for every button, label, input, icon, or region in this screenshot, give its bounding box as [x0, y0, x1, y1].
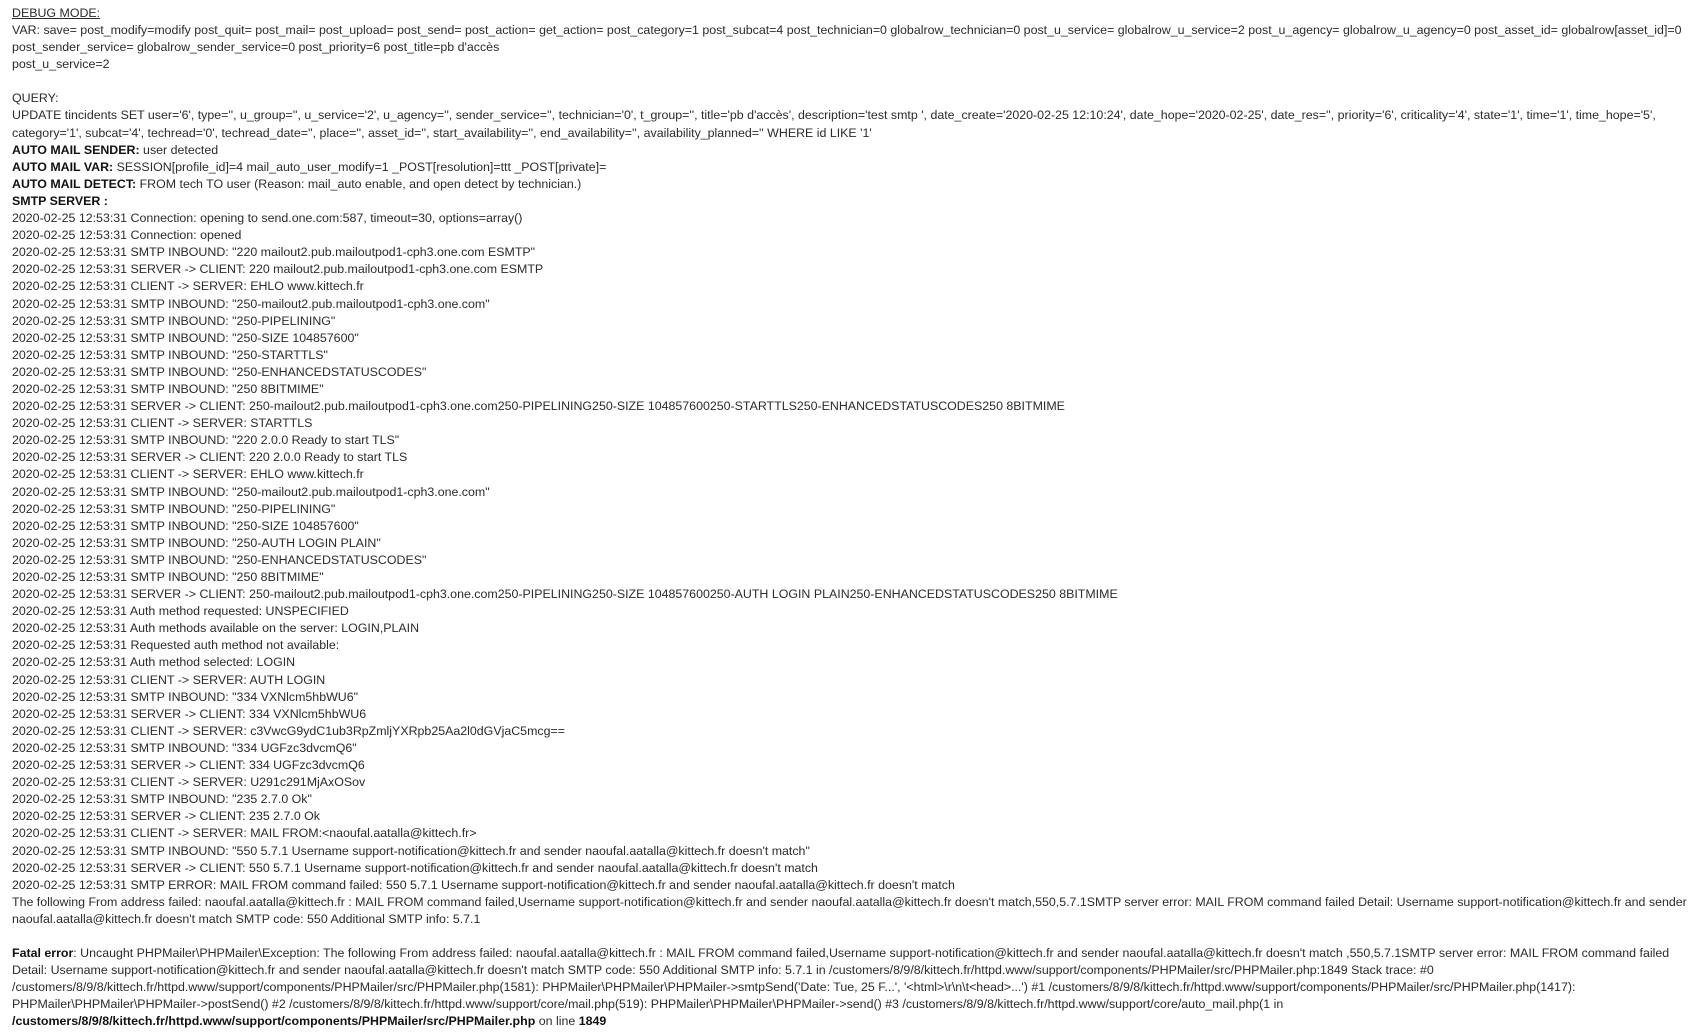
auto-mail-sender-label: AUTO MAIL SENDER:: [12, 142, 140, 157]
smtp-log-line: 2020-02-25 12:53:31 CLIENT -> SERVER: MAIL FROM:<naoufal.aatalla@kittech.fr>: [12, 826, 477, 841]
fatal-error-on-line: on line: [535, 1014, 579, 1029]
var-label: VAR:: [12, 23, 40, 38]
fatal-error: [12, 945, 1694, 1030]
smtp-log-line: 2020-02-25 12:53:31 SERVER -> CLIENT: 235 2.7.0 Ok: [12, 809, 320, 824]
smtp-log-line: 2020-02-25 12:53:31 SERVER -> CLIENT: 250-mailout2.pub.mailoutpod1-cph3.one.com250-PIPELINING250-SIZE 104857600250-STARTTLS250-ENHANCEDSTATUSCODES250 8BITMIME: [12, 399, 1065, 414]
auto-mail-var: [12, 159, 1694, 176]
smtp-log-line: 2020-02-25 12:53:31 Connection: opening to send.one.com:587, timeout=30, options=array(): [12, 211, 523, 226]
smtp-log-line: 2020-02-25 12:53:31 SMTP INBOUND: "250-PIPELINING": [12, 501, 336, 516]
smtp-log-line: 2020-02-25 12:53:31 CLIENT -> SERVER: EHLO www.kittech.fr: [12, 467, 364, 482]
smtp-log-line: 2020-02-25 12:53:31 CLIENT -> SERVER: AUTH LOGIN: [12, 672, 326, 687]
smtp-log-line: 2020-02-25 12:53:31 SMTP INBOUND: "550 5.7.1 Username support-notification@kittech.fr and sender naoufal.aatalla@kittech.fr doesn't match": [12, 843, 810, 858]
smtp-log-line: 2020-02-25 12:53:31 SMTP INBOUND: "334 VXNlcm5hbWU6": [12, 689, 359, 704]
smtp-log-line: 2020-02-25 12:53:31 CLIENT -> SERVER: STARTTLS: [12, 416, 313, 431]
smtp-log-line: 2020-02-25 12:53:31 SERVER -> CLIENT: 220 mailout2.pub.mailoutpod1-cph3.one.com ESMTP: [12, 262, 544, 277]
smtp-log-line: 2020-02-25 12:53:31 SERVER -> CLIENT: 334 UGFzc3dvcmQ6: [12, 758, 365, 773]
auto-mail-detect-label: AUTO MAIL DETECT:: [12, 176, 137, 191]
smtp-log-line: 2020-02-25 12:53:31 Auth methods available on the server: LOGIN,PLAIN: [12, 621, 420, 636]
auto-mail-sender: [12, 142, 1694, 159]
smtp-log-line: 2020-02-25 12:53:31 SERVER -> CLIENT: 250-mailout2.pub.mailoutpod1-cph3.one.com250-PIPELINING250-SIZE 104857600250-AUTH LOGIN PLAIN250-ENHANCEDSTATUSCODES250 8BITMIME: [12, 587, 1118, 602]
fatal-error-label: Fatal error: [12, 945, 74, 960]
smtp-log-line: 2020-02-25 12:53:31 Requested auth method not available:: [12, 638, 340, 653]
smtp-log-line: 2020-02-25 12:53:31 SMTP INBOUND: "250-mailout2.pub.mailoutpod1-cph3.one.com": [12, 484, 490, 499]
smtp-log-line: 2020-02-25 12:53:31 SMTP INBOUND: "250 8BITMIME": [12, 381, 324, 396]
from-failed-message: The following From address failed: naoufal.aatalla@kittech.fr : MAIL FROM command failed,Username support-notification@kittech.fr and sender naoufal.aatalla@kittech.fr doesn't match,550,5.7.1SMTP server error: MAIL FROM command failed Detail: Username support-notification@kittech.fr and sender naoufal.aatalla@kittech.fr doesn't match SMTP code: 550 Additional SMTP info: 5.7.1: [12, 894, 1687, 926]
smtp-log-line: 2020-02-25 12:53:31 SMTP INBOUND: "220 2.0.0 Ready to start TLS": [12, 433, 400, 448]
smtp-log-line: 2020-02-25 12:53:31 SERVER -> CLIENT: 334 VXNlcm5hbWU6: [12, 706, 367, 721]
smtp-log-line: 2020-02-25 12:53:31 SMTP INBOUND: "220 mailout2.pub.mailoutpod1-cph3.one.com ESMTP": [12, 245, 536, 260]
smtp-log-line: 2020-02-25 12:53:31 SMTP INBOUND: "334 UGFzc3dvcmQ6": [12, 740, 357, 755]
smtp-log-line: 2020-02-25 12:53:31 SMTP INBOUND: "250-mailout2.pub.mailoutpod1-cph3.one.com": [12, 296, 490, 311]
auto-mail-var-label: AUTO MAIL VAR:: [12, 159, 114, 174]
smtp-log-line: 2020-02-25 12:53:31 Auth method requested: UNSPECIFIED: [12, 604, 349, 619]
smtp-log: [12, 210, 1694, 894]
fatal-error-file: /customers/8/9/8/kittech.fr/httpd.www/support/components/PHPMailer/src/PHPMailer.php: [12, 1014, 536, 1029]
smtp-log-line: 2020-02-25 12:53:31 SMTP ERROR: MAIL FROM command failed: 550 5.7.1 Username support-notification@kittech.fr and sender naoufal.aatalla@kittech.fr doesn't match: [12, 877, 955, 892]
smtp-log-line: 2020-02-25 12:53:31 SMTP INBOUND: "250-ENHANCEDSTATUSCODES": [12, 364, 427, 379]
spacer: [12, 928, 1694, 945]
smtp-log-line: 2020-02-25 12:53:31 SMTP INBOUND: "250-SIZE 104857600": [12, 330, 359, 345]
smtp-log-line: 2020-02-25 12:53:31 SMTP INBOUND: "250-SIZE 104857600": [12, 518, 359, 533]
var-text: save= post_modify=modify post_quit= post_mail= post_upload= post_send= post_action= get_action= post_category=1 post_subcat=4 post_technician=0 globalrow_technician=0 post_u_service= globalrow_u_service=2 post_u_agency= globalrow_u_agency=0 post_asset_id= globalrow[asset_id]=0 post_sender_service= globalrow_sender_service=0 post_priority=6 post_title=pb d'accès: [12, 23, 1682, 55]
var-extra: post_u_service=2: [12, 57, 110, 72]
smtp-log-line: 2020-02-25 12:53:31 SMTP INBOUND: "250 8BITMIME": [12, 570, 324, 584]
auto-mail-detect: [12, 176, 1694, 193]
smtp-log-line: 2020-02-25 12:53:31 SERVER -> CLIENT: 550 5.7.1 Username support-notification@kittech.fr and sender naoufal.aatalla@kittech.fr doesn't match: [12, 860, 818, 875]
auto-mail-sender-value: user detected: [143, 142, 219, 157]
smtp-server-label: SMTP SERVER :: [12, 193, 108, 208]
smtp-log-line: 2020-02-25 12:53:31 SMTP INBOUND: "250-STARTTLS": [12, 347, 328, 362]
smtp-log-line: 2020-02-25 12:53:31 SMTP INBOUND: "250-AUTH LOGIN PLAIN": [12, 535, 381, 550]
var-line: [12, 22, 1694, 56]
fatal-error-message: : Uncaught PHPMailer\PHPMailer\Exception: The following From address failed: naoufal.aatalla@kittech.fr : MAIL FROM command failed,Username support-notification@kittech.fr and sender naoufal.aatalla@kittech.fr doesn't match ,550,5.7.1SMTP server error: MAIL FROM command failed Detail: Username support-notification@kittech.fr and sender naoufal.aatalla@kittech.fr doesn't match SMTP code: 550 Additional SMTP info: 5.7.1 in /customers/8/9/8/kittech.fr/httpd.www/support/components/PHPMailer/src/PHPMailer.php:1849 Stack trace: #0 /customers/8/9/8/kittech.fr/httpd.www/support/components/PHPMailer/src/PHPMailer.php(1581): PHPMailer\PHPMailer\PHPMailer->smtpSend('Date: Tue, 25 F...', '<html>\r\n\t<head>...') #1 /customers/8/9/8/kittech.fr/httpd.www/support/components/PHPMailer/src/PHPMailer.php(1417): PHPMailer\PHPMailer\PHPMailer->postSend() #2 /customers/8/9/8/kittech.fr/httpd.www/support/core/mail.php(519): PHPMailer\PHPMailer\PHPMailer->send() #3 /customers/8/9/8/kittech.fr/httpd.www/support/core/auto_mail.php(1 in: [12, 945, 1670, 1012]
smtp-log-line: 2020-02-25 12:53:31 SMTP INBOUND: "235 2.7.0 Ok": [12, 792, 312, 807]
smtp-log-line: 2020-02-25 12:53:31 Connection: opened: [12, 228, 242, 243]
smtp-server-heading: [12, 193, 1694, 210]
smtp-log-line: 2020-02-25 12:53:31 Auth method selected: LOGIN: [12, 655, 296, 670]
smtp-log-line: 2020-02-25 12:53:31 CLIENT -> SERVER: c3VwcG9ydC1ub3RpZmljYXRpb25Aa2l0dGVjaC5mcg==: [12, 723, 565, 738]
query-text: UPDATE tincidents SET user='6', type='', u_group='', u_service='2', u_agency='', sender_service='', technician='0', t_group='', title='pb d'accès', description='test smtp ', date_create='2020-02-25 12:10:24', date_hope='2020-02-25', date_res='', priority='6', criticality='4', state='1', time='1', time_hope='5', category='1', subcat='4', techread='0', techread_date='', place='', asset_id='', start_availability='', end_availability='', availability_planned='' WHERE id LIKE '1': [12, 108, 1656, 140]
auto-mail-detect-value: FROM tech TO user (Reason: mail_auto enable, and open detect by technician.): [139, 176, 582, 191]
spacer: [12, 73, 1694, 90]
smtp-log-line: 2020-02-25 12:53:31 CLIENT -> SERVER: U291c291MjAxOSov: [12, 775, 366, 790]
smtp-log-line: 2020-02-25 12:53:31 SMTP INBOUND: "250-PIPELINING": [12, 313, 336, 328]
smtp-log-line: 2020-02-25 12:53:31 SERVER -> CLIENT: 220 2.0.0 Ready to start TLS: [12, 450, 408, 465]
auto-mail-var-value: SESSION[profile_id]=4 mail_auto_user_modify=1 _POST[resolution]=ttt _POST[private]=: [116, 159, 607, 174]
fatal-error-line-number: 1849: [578, 1014, 607, 1029]
debug-mode-heading: DEBUG MODE:: [12, 6, 101, 20]
query-heading: QUERY:: [12, 91, 59, 106]
smtp-log-line: 2020-02-25 12:53:31 SMTP INBOUND: "250-ENHANCEDSTATUSCODES": [12, 552, 427, 567]
smtp-log-line: 2020-02-25 12:53:31 CLIENT -> SERVER: EHLO www.kittech.fr: [12, 279, 364, 294]
